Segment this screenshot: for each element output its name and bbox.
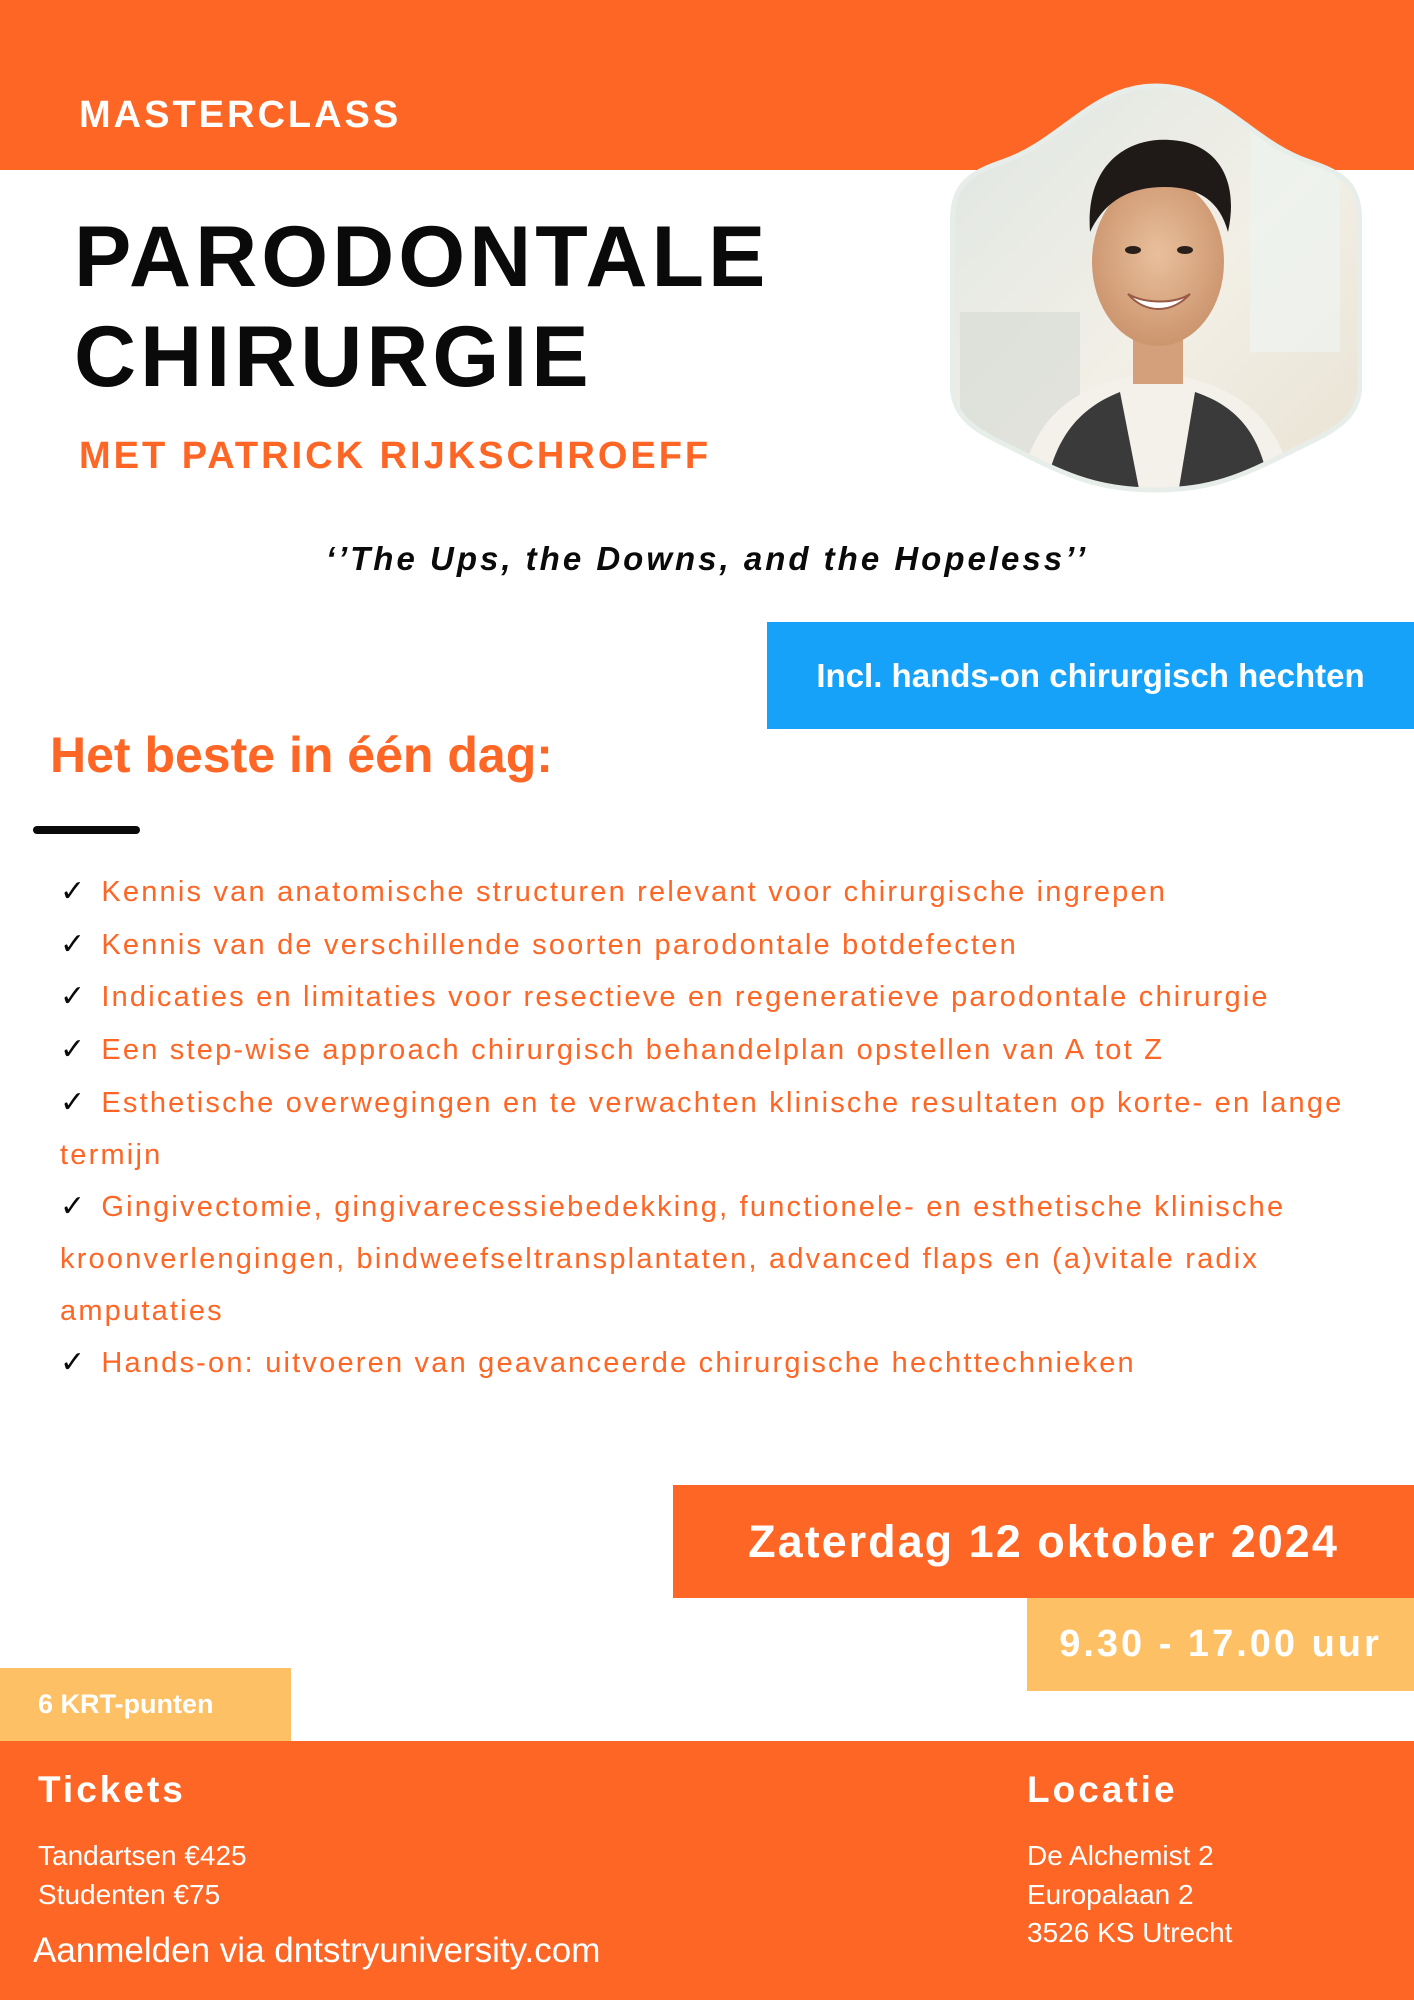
list-item-text: Kennis van de verschillende soorten parodontale botdefecten xyxy=(101,928,1018,961)
check-icon: ✓ xyxy=(60,1345,88,1381)
title-line-2: CHIRURGIE xyxy=(74,309,593,405)
location-label: Locatie xyxy=(1027,1769,1178,1810)
location-line-1: De Alchemist 2 xyxy=(1027,1840,1214,1871)
tickets-label: Tickets xyxy=(38,1769,186,1810)
list-item xyxy=(60,971,1360,1024)
list-item-text: Gingivectomie, gingivarecessiebedekking, functionele- en esthetische klinische kroonverlengingen, bindweefseltransplantaten, advanced flaps en (a)vitale radix amputaties xyxy=(60,1191,1286,1327)
location-address xyxy=(1027,1837,1232,1953)
footer xyxy=(0,1741,1414,2000)
event-date: Zaterdag 12 oktober 2024 xyxy=(673,1485,1414,1598)
location-line-2: Europalaan 2 xyxy=(1027,1878,1194,1910)
heading-divider xyxy=(33,826,140,834)
list-item xyxy=(60,1337,1360,1390)
speaker-portrait xyxy=(950,82,1362,494)
benefits-list xyxy=(60,866,1360,1390)
title-line-1: PARODONTALE xyxy=(74,209,770,305)
list-item-text: Een step-wise approach chirurgisch behandelplan opstellen van A tot Z xyxy=(101,1034,1164,1067)
list-item-text: Esthetische overwegingen en te verwachten klinische resultaten op korte- en lange termijn xyxy=(60,1086,1344,1171)
ticket-price-students: Studenten €75 xyxy=(38,1878,221,1910)
list-item-text: Hands-on: uitvoeren van geavanceerde chirurgische hechttechnieken xyxy=(101,1347,1136,1380)
signup-link[interactable]: Aanmelden via dntstryuniversity.com xyxy=(33,1931,601,1970)
speaker-subtitle: MET PATRICK RIJKSCHROEFF xyxy=(79,435,712,477)
list-item-text: Indicaties en limitaties voor resectieve en regeneratieve parodontale chirurgie xyxy=(101,981,1270,1014)
eyebrow-label: MASTERCLASS xyxy=(79,94,402,136)
list-item xyxy=(60,1024,1360,1077)
check-icon: ✓ xyxy=(60,926,88,962)
list-item xyxy=(60,1077,1360,1181)
ticket-price-dentists: Tandartsen €425 xyxy=(38,1840,247,1871)
krt-points-badge: 6 KRT-punten xyxy=(0,1668,291,1741)
hands-on-banner: Incl. hands-on chirurgisch hechten xyxy=(767,622,1414,729)
list-item xyxy=(60,866,1360,919)
list-item-text: Kennis van anatomische structuren relevant voor chirurgische ingrepen xyxy=(101,876,1168,908)
list-item xyxy=(60,1181,1360,1337)
tagline-quote: ‘’The Ups, the Downs, and the Hopeless’’ xyxy=(325,540,1089,577)
check-icon: ✓ xyxy=(60,1084,88,1120)
check-icon: ✓ xyxy=(60,1189,88,1225)
page-title xyxy=(74,207,769,407)
check-icon: ✓ xyxy=(60,874,88,909)
ticket-prices xyxy=(38,1837,247,1914)
location-line-3: 3526 KS Utrecht xyxy=(1027,1917,1233,1948)
check-icon: ✓ xyxy=(60,979,88,1015)
list-item xyxy=(60,919,1360,972)
section-heading: Het beste in één dag: xyxy=(50,727,553,783)
check-icon: ✓ xyxy=(60,1032,88,1068)
event-time: 9.30 - 17.00 uur xyxy=(1027,1598,1414,1691)
